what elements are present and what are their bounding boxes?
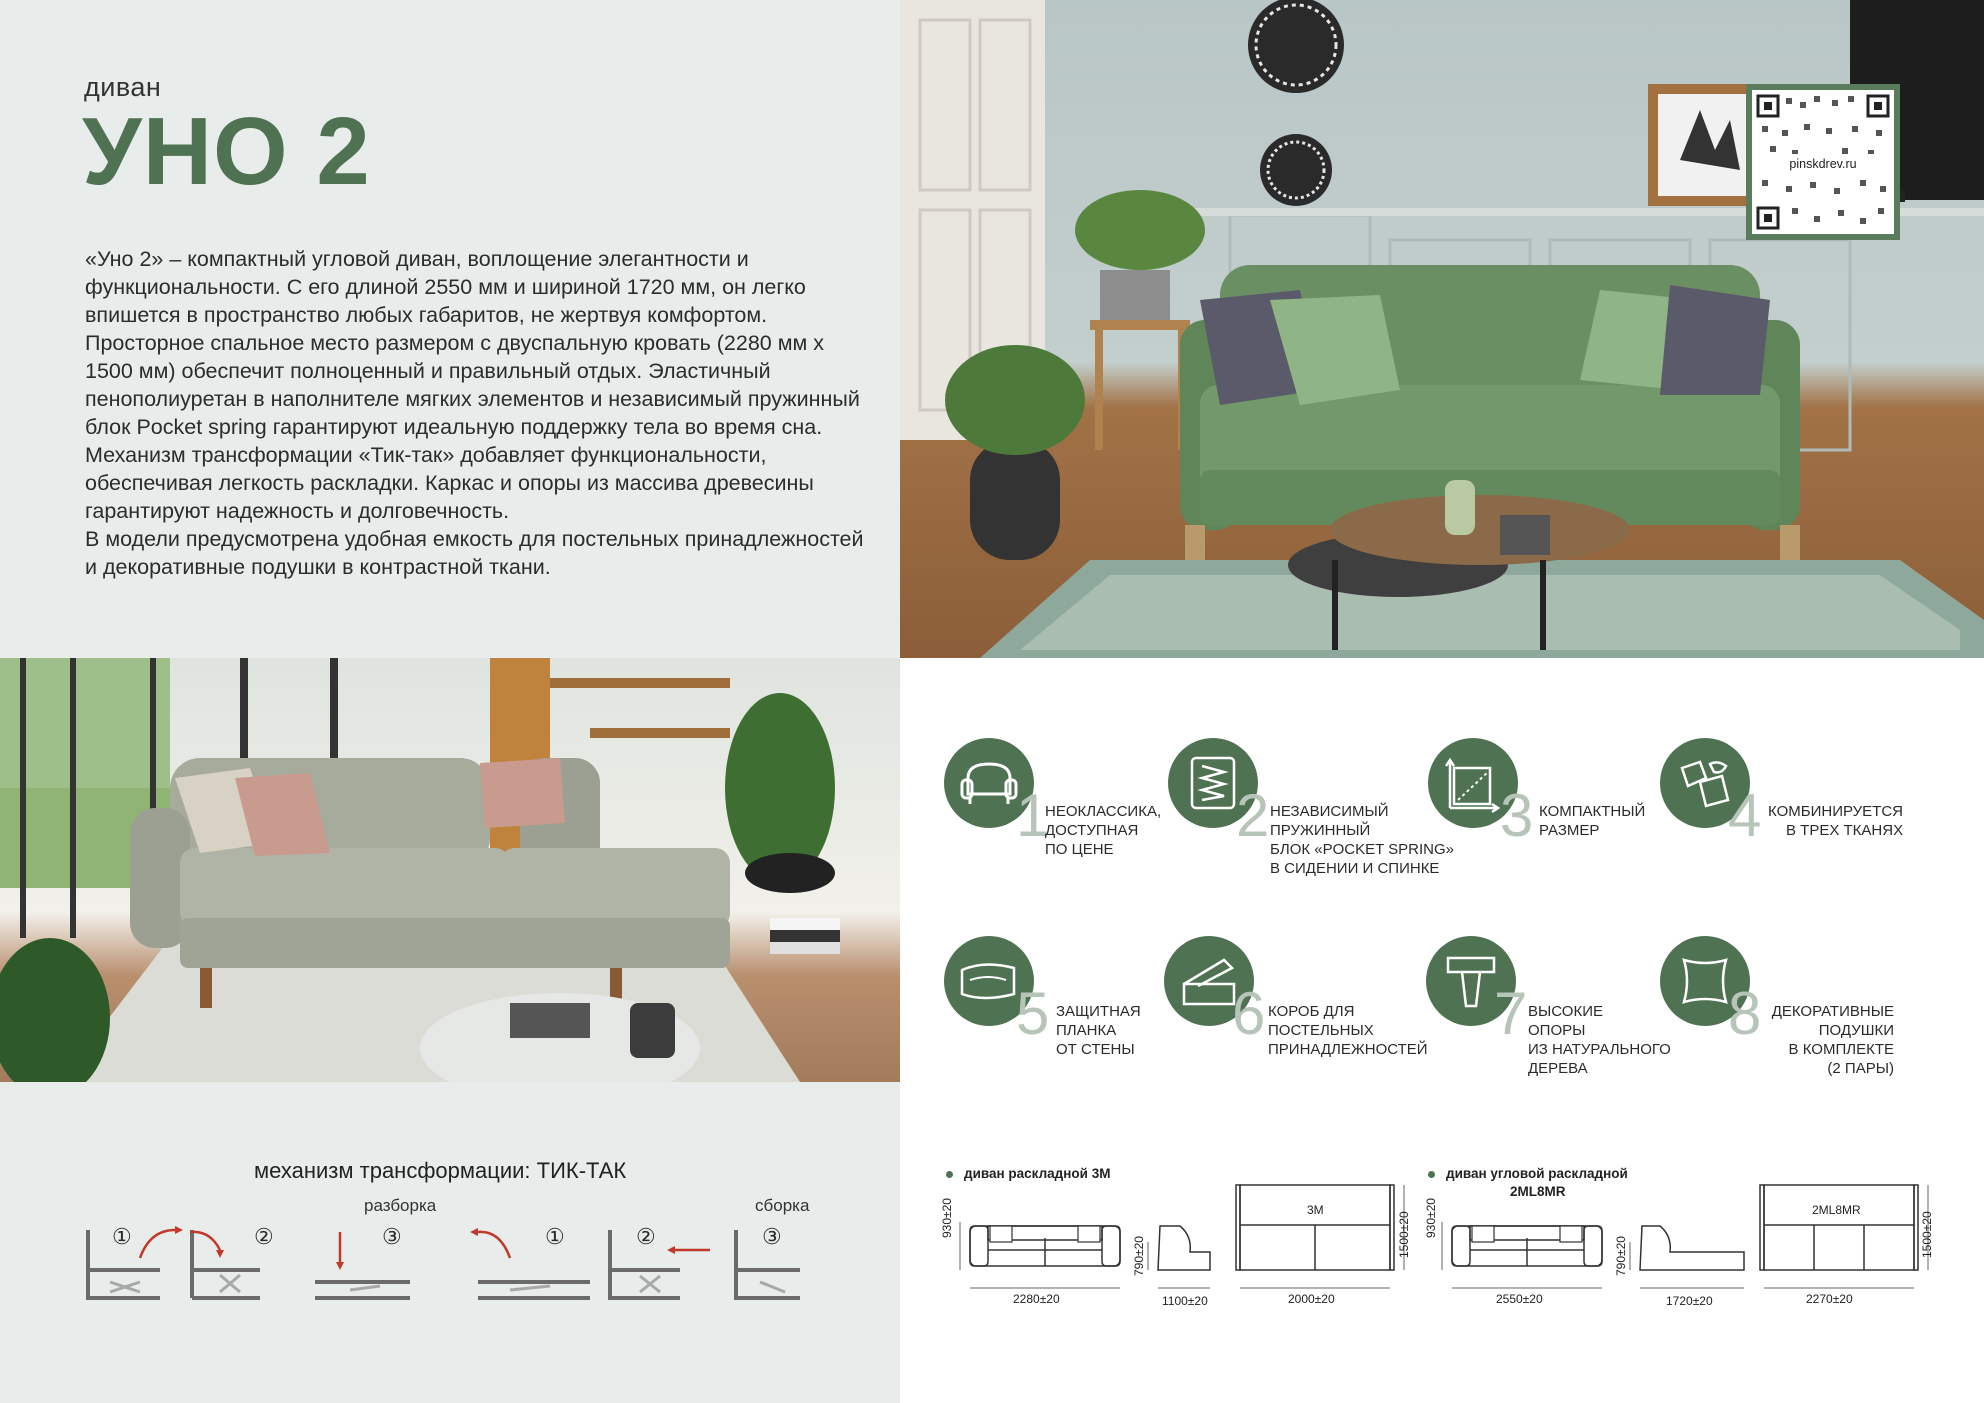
feature-6-line: КОРОБ ДЛЯ xyxy=(1268,1003,1355,1020)
feature-4-line: КОМБИНИРУЕТСЯ xyxy=(1768,803,1904,820)
feature-8-line: ПОДУШКИ xyxy=(1818,1022,1894,1039)
mechanism-steps-illustration xyxy=(80,1220,800,1310)
bullet-dot xyxy=(946,1171,953,1178)
feature-3-text xyxy=(1539,802,1645,840)
feature-2-text xyxy=(1270,802,1454,878)
corner-sofa-depth: 1720±20 xyxy=(1666,1294,1713,1308)
sofa-3m-side-height: 790±20 xyxy=(1132,1236,1146,1276)
feature-5-line: ОТ СТЕНЫ xyxy=(1056,1041,1135,1058)
feature-2-line: ПРУЖИННЫЙ xyxy=(1270,822,1371,839)
corner-sofa-width: 2550±20 xyxy=(1496,1292,1543,1306)
feature-1-number: 1 xyxy=(1016,782,1050,849)
feature-6-number: 6 xyxy=(1232,980,1266,1047)
feature-8-line: В КОМПЛЕКТЕ xyxy=(1788,1041,1894,1058)
sofa-3m-bed-label: 3М xyxy=(1307,1203,1324,1217)
mechanism-diagram xyxy=(80,1220,800,1310)
fold-label: сборка xyxy=(755,1196,810,1215)
feature-7-text xyxy=(1528,1002,1671,1078)
mechanism-title: механизм трансформации: ТИК-ТАК xyxy=(254,1158,627,1183)
product-type-label: диван xyxy=(84,72,162,102)
feature-7-number: 7 xyxy=(1494,980,1528,1047)
feature-7-line: ВЫСОКИЕ xyxy=(1528,1003,1603,1020)
feature-8-text xyxy=(1770,1002,1894,1078)
feature-3-line: РАЗМЕР xyxy=(1539,822,1600,839)
feature-4-number: 4 xyxy=(1728,782,1762,849)
feature-4-line: В ТРЕХ ТКАНЯХ xyxy=(1786,822,1904,839)
corner-sofa-side-height: 790±20 xyxy=(1614,1236,1628,1276)
mechanism-step-5: ② xyxy=(636,1224,656,1249)
description-paragraph-1: «Уно 2» – компактный угловой диван, воплощение элегантности и функциональности. С его длиной 2550 мм и шириной 1720 мм, он легко впишется в пространство любых габаритов, не жертвуя комфортом. Просторное спальное место размером с двуспальную кровать (2280 мм х 1500 мм) обеспечит полноценный и правильный отдых. Эластичный пенополиуретан в наполнителе мягких элементов и независимый пружинный блок Pocket spring гарантируют идеальную поддержку тела во время сна. Механизм трансформации «Тик-так» добавляет функциональности, обеспечивая легкость раскладки. Каркас и опоры из массива древесины гарантируют надежность и долговечность. xyxy=(85,247,860,523)
product-title: УНО 2 xyxy=(82,98,371,205)
feature-2-line: БЛОК «POCKET SPRING» xyxy=(1270,841,1455,858)
feature-8-line: (2 ПАРЫ) xyxy=(1827,1060,1894,1077)
corner-sofa-height: 930±20 xyxy=(1424,1198,1438,1238)
feature-2-line: НЕЗАВИСИМЫЙ xyxy=(1270,803,1389,820)
description-paragraph-2: В модели предусмотрена удобная емкость для постельных принадлежностей и декоративные подушки в контрастной ткани. xyxy=(85,527,864,579)
qr-code-panel[interactable] xyxy=(1746,84,1900,240)
sofa-3m-depth: 1100±20 xyxy=(1162,1294,1208,1308)
feature-7-line: ДЕРЕВА xyxy=(1528,1060,1588,1077)
sofa-3m-width: 2280±20 xyxy=(1013,1292,1060,1306)
corner-sofa-bed-width: 2270±20 xyxy=(1806,1292,1853,1306)
corner-sofa-photo xyxy=(0,658,900,1082)
feature-1-line: ПО ЦЕНЕ xyxy=(1045,841,1114,858)
bullet-dot xyxy=(1428,1171,1435,1178)
mechanism-step-1: ① xyxy=(112,1224,132,1249)
feature-2-number: 2 xyxy=(1236,782,1270,849)
corner-sofa-heading-1: диван угловой раскладной xyxy=(1446,1166,1628,1181)
feature-5-line: ПЛАНКА xyxy=(1056,1022,1117,1039)
corner-sofa-heading-2: 2ML8MR xyxy=(1510,1184,1566,1199)
corner-sofa-bed-label: 2ML8MR xyxy=(1812,1203,1861,1217)
feature-7-line: ОПОРЫ xyxy=(1528,1022,1586,1039)
feature-8-number: 8 xyxy=(1728,980,1762,1047)
feature-4-text xyxy=(1768,802,1903,840)
feature-6-line: ПОСТЕЛЬНЫХ xyxy=(1268,1022,1374,1039)
qr-code-background xyxy=(1752,90,1894,234)
mechanism-step-6: ③ xyxy=(762,1224,782,1249)
sofa-3m-drawing xyxy=(940,1180,1430,1310)
feature-2-line: В СИДЕНИИ И СПИНКЕ xyxy=(1270,860,1440,877)
mechanism-step-2: ② xyxy=(254,1224,274,1249)
mechanism-step-4: ① xyxy=(545,1224,565,1249)
sofa-3m-bed-length: 1500±20 xyxy=(1397,1211,1411,1258)
feature-1-text xyxy=(1045,802,1161,859)
corner-sofa-illustration xyxy=(0,658,900,1082)
feature-1-line: НЕОКЛАССИКА, xyxy=(1045,803,1162,820)
unfold-label: разборка xyxy=(364,1196,437,1215)
feature-5-number: 5 xyxy=(1016,980,1050,1047)
corner-sofa-drawing xyxy=(1424,1180,1944,1310)
feature-5-line: ЗАЩИТНАЯ xyxy=(1056,1003,1141,1020)
feature-1-line: ДОСТУПНАЯ xyxy=(1045,822,1139,839)
sofa-3m-height: 930±20 xyxy=(940,1198,954,1238)
feature-5-text xyxy=(1056,1002,1141,1059)
sofa-3m-bed-width: 2000±20 xyxy=(1288,1292,1335,1306)
product-description xyxy=(85,245,865,581)
sofa-3m-heading: диван раскладной 3М xyxy=(964,1166,1111,1181)
feature-6-text xyxy=(1268,1002,1428,1059)
qr-site-label: pinskdrev.ru xyxy=(1752,154,1894,174)
feature-3-number: 3 xyxy=(1500,782,1534,849)
feature-8-line: ДЕКОРАТИВНЫЕ xyxy=(1771,1003,1894,1020)
feature-3-line: КОМПАКТНЫЙ xyxy=(1539,803,1646,820)
mechanism-step-3: ③ xyxy=(382,1224,402,1249)
feature-7-line: ИЗ НАТУРАЛЬНОГО xyxy=(1528,1041,1671,1058)
living-room-photo xyxy=(900,0,1984,658)
corner-sofa-bed-length: 1500±20 xyxy=(1920,1211,1934,1258)
feature-6-line: ПРИНАДЛЕЖНОСТЕЙ xyxy=(1268,1041,1428,1058)
